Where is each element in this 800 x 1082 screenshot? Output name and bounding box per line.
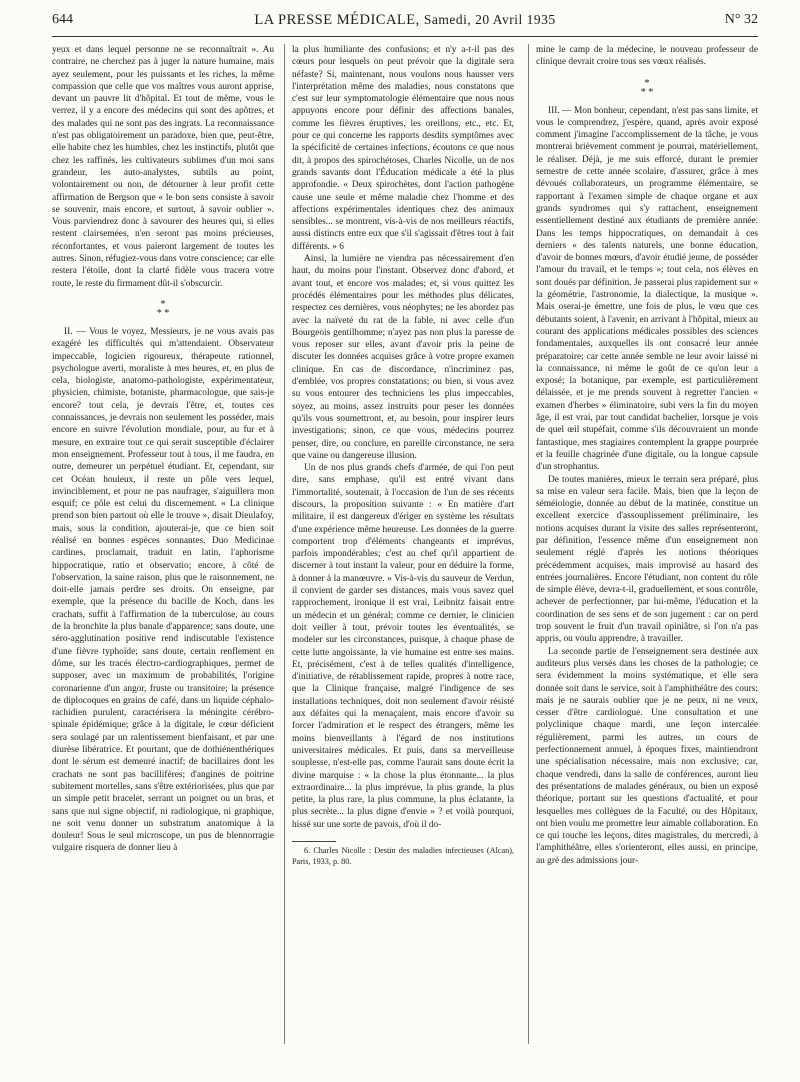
paragraph: mine le camp de la médecine, le nouveau professeur de clinique devrait croire tous ses vœux réalisés. — [536, 45, 758, 68]
paragraph: yeux et dans lequel personne ne se reconnaîtrait ». Au contraire, ne cherchez pas à juger la nature humaine, mais ayez seulement, pour les puissants et les riches, la même compassion que celle que vos maîtres vous auront apprise, devant un pauvre lit d'hôpital. Et tout de même, vous le verrez, il y a encore des médecins qui sont des apôtres, et des malades qui ne sont pas des ingrats. La reconnaissance n'est pas obligatoirement un paradoxe, bien que, peut-être, elle habite chez les humbles, chez les instinctifs, plutôt que chez les raffinés, les cultivateurs sublimes d'un moi sans grandeur, les auto-analystes, subtils au point, volontairement ou non, de détourner à leur profit cette affirmation de Bergson que « le bon sens consiste à savoir se souvenir, mais encore, et surtout, à savoir oublier ». Vous parviendrez donc à savourer des heures qui, si elles restent clairsemées, n'en seront pas moins précieuses, réconfortantes, et vous paieront largement de toutes les autres. Sinon, réfugiez-vous dans votre conscience; car elle restera l'étoile, dont la clarté fidèle vous tracera votre route, le reste du firmament dût-il s'obscurcir. — [52, 45, 274, 289]
article-body — [52, 44, 758, 1074]
running-title — [52, 12, 758, 29]
paragraph: La seconde partie de l'enseignement sera destinée aux auditeurs plus versés dans les choses de la pathologie; ce sera évidemment la moins systématique, et elle sera donnée soit dans le service, soit à l'amphithéâtre des cours; mais je ne saurais oublier que je ne peux, ni ne veux, cesser d'être cardiologue. Une consultation et une polyclinique chaque mardi, une leçon intercalée régulièrement, parmi les autres, un cours de perfectionnement annuel, à époques fixes, maintiendront une spécialisation nécessaire, mais non exclusive; car, chaque vendredi, dans la salle de conférences, auront lieu des présentations de malades généraux, ou bien un exposé théorique, portant sur les questions d'actualité, et pour lesquelles mes collègues de la Faculté, ou des Hôpitaux, ont bien voulu me promettre leur aimable collaboration. En ce qui touche les leçons, dites magistrales, du mercredi, à l'amphithéâtre, elles s'orienteront, elles aussi, en principe, au gré des admissions jour- — [536, 646, 758, 866]
column-1 — [52, 44, 274, 1074]
column-divider — [528, 44, 529, 1044]
section-ornament: * * * — [156, 298, 170, 319]
header-rule — [52, 36, 758, 37]
paragraph: Un de nos plus grands chefs d'armée, de qui l'on peut dire, sans emphase, qu'il est entré vivant dans l'immortalité, soutenait, à l'occasion de l'un de ses récents discours, la proposition suivante : « En matière d'art militaire, il est dangereux d'ériger en système les résultats d'une expérience même heureuse. Les données de la guerre comportent trop d'éléments changeants et imprévus, parfois impondérables; c'est au chef qu'il appartient de discerner à tout instant la valeur, pour en déduire la forme, à donner à la manœuvre. » Vis-à-vis du sauveur de Verdun, il convient de garder ses distances, mais vous savez quel rapprochement, ironique il est vrai, Leibnitz faisait entre un médecin et un général; comme ce dernier, le clinicien doit veiller à tout, prévoir toutes les éventualités, se modeler sur les circonstances, puisque, à chaque phase de cette lutte angoissante, la vie humaine est entre ses mains. Et, précisément, c'est à de telles qualités d'intelligence, d'initiative, de rétablissement rapide, propres à notre race, que la Clinique française, malgré l'indigence de ses installations techniques, doit non seulement d'avoir résisté aux défaites qui la menaçaient, mais encore d'avoir su forcer l'admiration et le respect des étrangers, même les moins bienveillants à l'égard de nos institutions universitaires médicales. Et puis, dans sa merveilleuse souplesse, n'est-elle pas, comme l'aurait sans doute écrit la divine marquise : « la chose la plus étonnante... la plus extraordinaire... la plus imprévue, la plus grande, la plus petite, la plus rare, la plus commune, la plus éclatante, la plus secrète... la plus digne d'envie » ? et voilà pourquoi, hissé sur une sorte de pavois, d'où il do- — [292, 463, 514, 830]
footnote-rule — [292, 841, 336, 842]
column-3 — [536, 44, 758, 1074]
paragraph: De toutes manières, mieux le terrain sera préparé, plus sa mise en valeur sera facile. Mais, bien que la leçon de séméiologie, donnée au début de la matinée, constitue un excellent exercice d'assouplissement préliminaire, les notions acquises durant la visite des salles représenteront, par définition, l'essence même d'un enseignement non seulement réglé d'après les notions théoriques précédemment acquises, mais improvisé au hasard des entrées journalières. Encore l'étudiant, non content du rôle de simple élève, devra-t-il, graduellement, et sous contrôle, achever de perfectionner, par lui-même, l'éducation et la coordination de ses sens et de son jugement : car on perd trop souvent le fruit d'un travail opiniâtre, si l'on n'a pas appris, ou voulu apprendre, à travailler. — [536, 474, 758, 645]
column-2 — [292, 44, 514, 1074]
page-number: 644 — [52, 12, 73, 27]
journal-name: LA PRESSE MÉDICALE, — [254, 12, 420, 28]
paragraph: Ainsi, la lumière ne viendra pas nécessairement d'en haut, du moins pour l'instant. Observez donc d'abord, et avant tout, et encore vos malades; et, si vous quittez les procédés élémentaires pour les méthodes plus délicates, respectez ces dernières, vous néophytes; ne les abordez pas avec la naïveté du rat de la fable, ni avec celle d'un Bourgeois gentilhomme; n'ayez pas non plus la paresse de vous reposer sur elles, avant d'avoir pris la peine de discuter les données acquises grâce à votre propre examen clinique. En cas de discordance, n'incriminez pas, d'emblée, vos propres constatations; ou bien, si vous avez su vous entourer des techniciens les plus impeccables, soyez, au moins, assez instruits pour peser les données qu'ils vous soumettront, et, au besoin, pour inspirer leurs investigations; sinon, ce que vous, médecins pourrez penser, dire, ou conclure, en pareille circonstance, ne sera que vaine ou dangereuse illusion. — [292, 254, 514, 461]
page-header — [52, 12, 758, 34]
paragraph-section-3: III. — Mon bonheur, cependant, n'est pas sans limite, et vous le comprendrez, j'espère, quand, après avoir exposé comment j'imagine l'accomplissement de la tâche, je vous montrerai brièvement comment je pourrai, matériellement, le réaliser. Déjà, je me suis efforcé, durant le premier semestre de cette année scolaire, d'assurer, grâce à mes dévoués collaborateurs, un programme élémentaire, se rapportant à l'examen simple de chaque organe et aux grands syndromes qui s'y rattachent, enseignement essentiellement destiné aux étudiants de première année. Dans les temps hippocratiques, on demandait à ces derniers « des talents naturels, une bonne éducation, d'avoir de bonnes mœurs, d'avoir étudié jeune, de posséder l'amour du travail, et le temps »; tout cela, nos élèves en sont doués par définition. Je passerai plus rapidement sur « la géométrie, l'astronomie, la dialectique, la musique ». Mais oserai-je émettre, une fois de plus, le vœu que ces débutants soient, à l'avenir, en arrivant à l'hôpital, mieux au courant des applications médicales possibles des sciences fondamentales, auxquelles ils ont consacré leur année préparatoire; car cette année semble ne leur avoir laissé ni la connaissance, ni même le goût de ce qu'on leur a exposé; la botanique, par exemple, est particulièrement délaissée, et je me prends souvent à regretter l'ancien « examen d'herbes » éliminatoire, subi vers la fin du moyen âge, il est vrai, par tout candidat bachelier, lorsque je vois de quel œil stupéfait, comme s'ils découvraient un monde fantastique, mes stagiaires contemplent la grappe pourprée et la feuille chagrinée d'une digitale, ou la longue capsule d'un strophantus. — [536, 105, 758, 473]
issue-number: N° 32 — [724, 12, 758, 27]
footnote: 6. Charles Nicolle : Destin des maladies infectieuses (Alcan), Paris, 1933, p. 80. — [292, 846, 514, 866]
paragraph: la plus humiliante des confusions; et n'y a-t-il pas des cœurs pour lesquels on peut prévoir que la digitale sera néfaste? Si, maintenant, nous voulons nous hausser vers l'interprétation même des maladies, nous constatons que c'est sur leur symptomatologie élémentaire que nous nous appuyons encore pour définir des affections banales, comme les fièvres éruptives, les oreillons, etc., etc. Et, pour ce qui concerne les rapports desdits symptômes avec la spécificité de certaines infections, écoutons ce que nous dit, à propos des spirochétoses, Charles Nicolle, un de nos grands savants dont l'Éducation médicale a été la plus approfondie. « Deux spirochètes, dont l'action pathogène cause une seule et même maladie chez l'homme et des affections expérimentales identiques chez des animaux sensibles... se montrent, vis-à-vis de nos meilleurs réactifs, aussi distincts entre eux que s'il s'agissait d'êtres tout à fait différents. » 6 — [292, 45, 514, 252]
column-divider — [284, 44, 285, 1044]
paragraph-section-2: II. — Vous le voyez, Messieurs, je ne vous avais pas exagéré les difficultés qui m'attendaient. Observateur impeccable, logicien rigoureux, thérapeute rationnel, psychologue averti, moraliste à mes heures, et, en plus de cela, biologiste, anatomo-pathologiste, expérimentateur, physicien, chimiste, botaniste, pharmacologue, que sais-je encore? tout cela, je devrais l'être, et, toutes ces connaissances, je devrais non seulement les posséder, mais encore en suivre l'évolution mondiale, pour, au fur et à mesure, en extraire tout ce qui serait susceptible d'éclairer mon enseignement. Professeur tout à tous, il me faudra, en outre, demeurer un perpétuel étudiant. Et, cependant, sur cet Océan houleux, il reste un pôle vers lequel, invinciblement, et pour ne pas naufrager, s'aiguillera mon esquif; ce pôle est celui du discernement. « La clinique prend son bien partout où elle le trouve », disait Dieulafoy, mais, sous la condition, ajouterai-je, que ce bien soit réalisé en bonnes espèces sonnantes. Duo Medicinae cardines, proclamait, traduit en latin, l'aphorisme hippocratique, ratio et observatio; encore, à côté de l'observation, la saine raison, plus que le raisonnement, ne doit-elle jamais perdre ses droits. On enseigne, par exemple, que la présence du bacille de Koch, dans les crachats, suffit à l'affirmation de la tuberculose, au cours de la bronchite la plus banale d'apparence; sans doute, une séro-agglutination positive rend indiscutable l'existence d'une fièvre typhoïde; sans doute, certain renflement en dôme, sur les tracés électro-cardiographiques, permet de supposer, avec un maximum de probabilités, l'origine coronarienne d'un angor, fruste ou transitoire; la présence de diplocoques en grains de café, dans un liquide céphalo-rachidien purulent, caractérisera la méningite cérébro-spinale épidémique; grâce à la digitale, le cœur déficient sera soulagé par un ralentissement bienfaisant, et par une diurèse libératrice. Et pourtant, que de dothiénenthériques dont le sérum est demeuré inactif; de bacillaires dont les crachats ne sont pas bacillifères; d'angines de poitrine subitement mortelles, sans s'être extériorisées, plus que par un simple petit bracelet, serrant un poignet ou un bras, et sans que nul signe objectif, ni radiologique, ni graphique, ne soit venu donner un substratum anatomique à la douleur! Sous le seul microscope, un pus de blennorragie vulgaire risquera de donner lieu à — [52, 326, 274, 854]
issue-date: Samedi, 20 Avril 1935 — [423, 12, 556, 27]
section-ornament: * * * — [640, 77, 654, 98]
